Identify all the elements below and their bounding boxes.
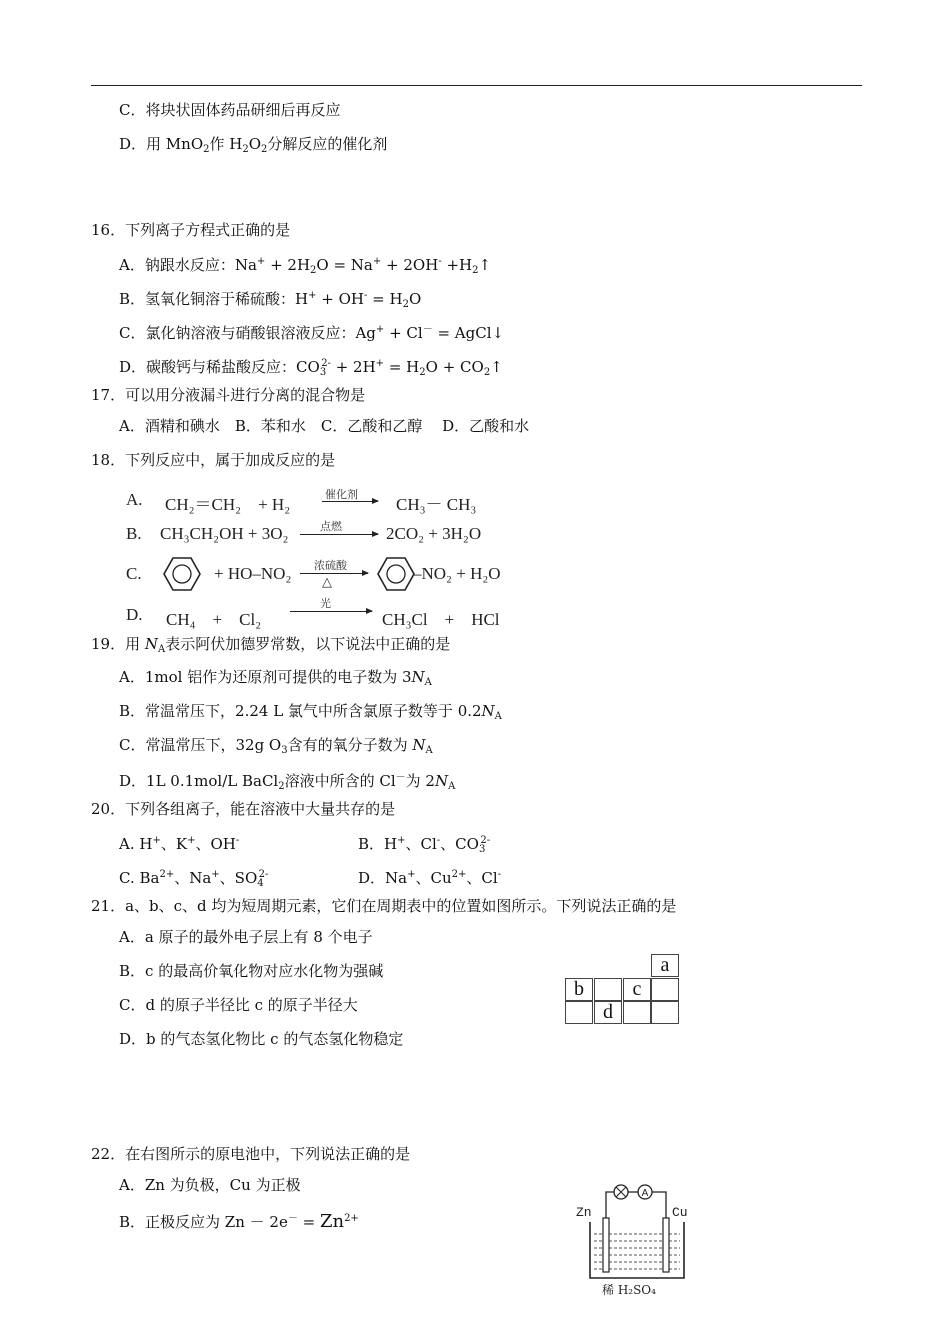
q18-d-arrow — [290, 611, 372, 612]
q18-a-arrow — [322, 501, 378, 502]
q15-option-c: C．将块状固体药品研细后再反应 — [119, 101, 341, 119]
q19-option-d: D．1L 0.1mol/L BaCl$_2$溶液中所含的 Cl－为 $2N_A$ — [119, 772, 456, 792]
ammeter-label: A — [641, 1188, 649, 1199]
cell-c: c — [623, 978, 651, 1001]
q22-option-a: A．Zn 为负极，Cu 为正极 — [119, 1176, 301, 1194]
q18-d-label: D. — [126, 605, 143, 624]
q21-option-b: B．c 的最高价氧化物对应水化物为强碱 — [119, 962, 384, 980]
q18-c-arrow — [300, 573, 368, 574]
q18-stem: 18．下列反应中，属于加成反应的是 — [91, 451, 336, 469]
q22-option-b: B．正极反应为 $Zn - 2e^- = Zn^{2+}$ — [119, 1211, 359, 1232]
q20-option-a: A. H+、K+、OH- — [119, 835, 240, 853]
lamp-icon — [614, 1185, 628, 1199]
cell-b: b — [565, 978, 593, 1001]
cell-empty — [651, 978, 679, 1001]
q18-b-products: 2CO₂ + 3H₂O — [386, 524, 482, 543]
q16-option-b: B．氢氧化铜溶于稀硫酸：$H^+ + OH^- = H_2O$ — [119, 290, 422, 310]
galvanic-cell-figure — [572, 1178, 702, 1302]
cell-empty — [623, 1001, 651, 1024]
q21-stem: 21．a、b、c、d 均为短周期元素，它们在周期表中的位置如图所示。下列说法正确的是 — [91, 897, 677, 915]
q20-option-c: C. $Ba^{2+}$、Na+、$SO_4^{2-}$ — [119, 869, 269, 889]
q18-d-condition: 光 — [320, 597, 331, 610]
q18-b-reactants: CH₃CH₂OH + 3O₂ — [160, 524, 289, 543]
q20-stem: 20．下列各组离子，能在溶液中大量共存的是 — [91, 800, 396, 818]
q19-option-c: C．常温常压下，32g $O_3$含有的氧分子数为 $N_A$ — [119, 736, 433, 756]
periodic-table-figure — [565, 954, 680, 1025]
q16-stem: 16．下列离子方程式正确的是 — [91, 221, 291, 239]
q16-option-a: A．钠跟水反应：$Na^+ + 2H_2O = Na^+ + 2OH^-$ $+H_2↑$ — [119, 256, 492, 276]
q20-option-b: B．H+、Cl-、$CO_3^{2-}$ — [358, 835, 491, 855]
q18-c-label: C. — [126, 564, 142, 583]
q18-c-reactants: + HO–NO₂ — [214, 564, 292, 583]
cell-a: a — [651, 954, 679, 977]
q15-option-d: D．用 MnO$_2$作 $H_2O_2$分解反应的催化剂 — [119, 135, 388, 155]
q19-stem: 19．用 $N_A$表示阿伏加德罗常数，以下说法中正确的是 — [91, 635, 451, 655]
zn-electrode — [603, 1218, 609, 1272]
q17-stem: 17．可以用分液漏斗进行分离的混合物是 — [91, 386, 366, 404]
q17-options: A．酒精和碘水 B．苯和水 C．乙酸和乙醇 D．乙酸和水 — [119, 417, 530, 435]
cu-label: Cu — [672, 1205, 688, 1220]
q18-b-label: B. — [126, 524, 142, 543]
cu-electrode — [663, 1218, 669, 1272]
q18-c-products: –NO₂ + H₂O — [413, 564, 501, 583]
cell-empty — [594, 978, 622, 1001]
cell-empty — [565, 1001, 593, 1024]
cell-d: d — [594, 1001, 622, 1024]
benzene-ring-icon — [163, 556, 201, 592]
q20-option-d: D．Na+、$Cu^{2+}$、Cl- — [358, 869, 502, 887]
header-rule — [91, 85, 862, 86]
q19-option-a: A．1mol 铝作为还原剂可提供的电子数为 $3N_A$ — [119, 668, 432, 688]
zn-label: Zn — [576, 1205, 592, 1220]
q18-b-condition: 点燃 — [320, 520, 342, 533]
q16-option-d: D．碳酸钙与稀盐酸反应：$CO_3^{2-} + 2H^+ = H_2O$ + $CO_2↑$ — [119, 358, 503, 378]
q18-d-products: CH₃Cl + HCl — [382, 610, 500, 629]
q18-c-heat-symbol: △ — [322, 575, 332, 590]
q18-c-condition: 浓硫酸 — [314, 559, 347, 572]
q18-a-products: CH₃－ CH₃ — [396, 495, 477, 514]
q18-a-reactants: CH₂＝CH₂ + H₂ — [165, 495, 291, 514]
benzene-ring-icon — [377, 556, 415, 592]
solution-label: 稀 H₂SO₄ — [602, 1283, 656, 1297]
cell-empty — [651, 1001, 679, 1024]
q18-a-label: A. — [126, 490, 143, 509]
q19-option-b: B．常温常压下，2.24 L 氯气中所含氯原子数等于 $0.2N_A$ — [119, 702, 502, 722]
q18-b-arrow — [300, 534, 378, 535]
q21-option-c: C．d 的原子半径比 c 的原子半径大 — [119, 996, 358, 1014]
q18-d-reactants: CH₄ + Cl₂ — [166, 610, 262, 629]
q21-option-a: A．a 原子的最外电子层上有 8 个电子 — [119, 928, 373, 946]
q16-option-c: C．氯化钠溶液与硝酸银溶液反应：Ag+ + Cl－ = AgCl↓ — [119, 324, 505, 342]
q22-stem: 22．在右图所示的原电池中，下列说法正确的是 — [91, 1145, 411, 1163]
q21-option-d: D．b 的气态氢化物比 c 的气态氢化物稳定 — [119, 1030, 404, 1048]
q18-a-condition: 催化剂 — [325, 488, 358, 501]
